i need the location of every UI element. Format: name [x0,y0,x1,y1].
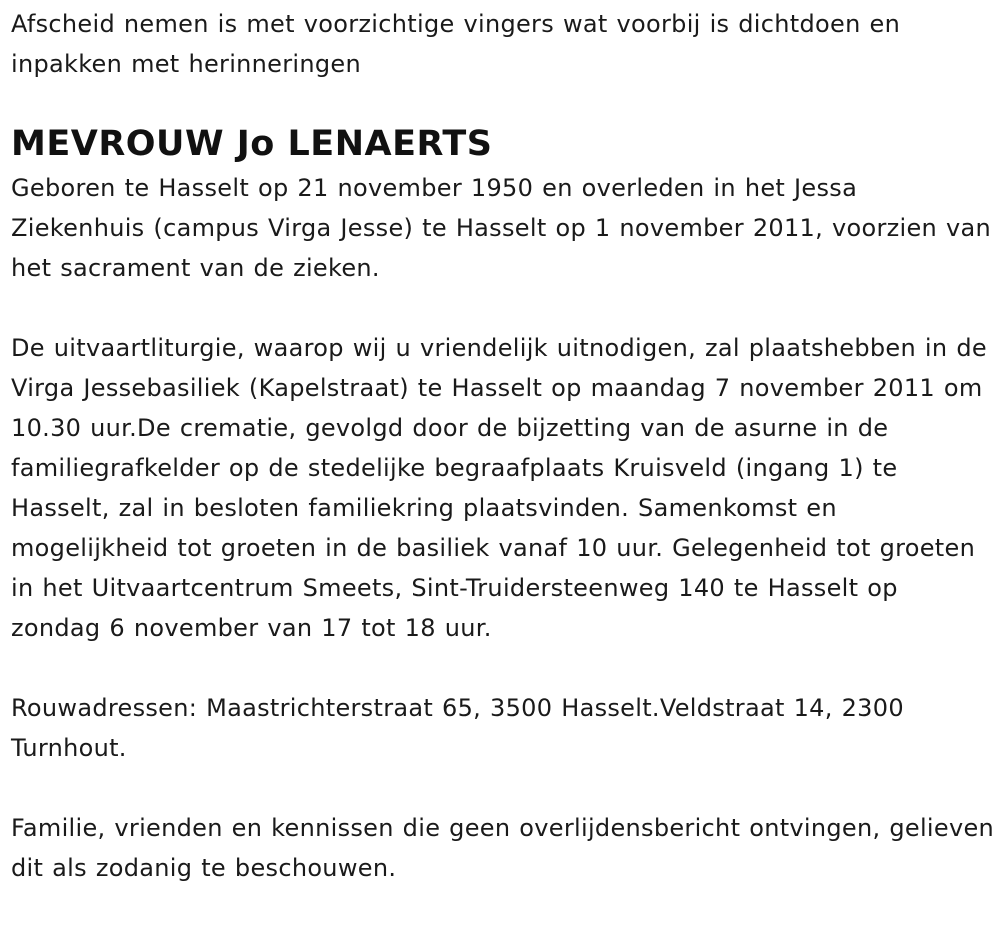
birth-death-paragraph: Geboren te Hasselt op 21 november 1950 en overleden in het Jessa Ziekenhuis (campus Virga Jesse) te Hasselt op 1 november 2011, voorzien van het sacrament van de zieken. [11,174,992,282]
addresses-paragraph: Rouwadressen: Maastrichterstraat 65, 3500 Hasselt.Veldstraat 14, 2300 Turnhout. [11,694,904,762]
closing-paragraph: Familie, vrienden en kennissen die geen overlijdensbericht ontvingen, gelieven dit als zodanig te beschouwen. [11,814,995,882]
obituary-notice [11,0,996,888]
opening-quote: Afscheid nemen is met voorzichtige vingers wat voorbij is dichtdoen en inpakken met herinneringen [11,10,901,78]
deceased-name: MEVROUW Jo LENAERTS [11,124,493,164]
funeral-paragraph: De uitvaartliturgie, waarop wij u vriendelijk uitnodigen, zal plaatshebben in de Virga Jessebasiliek (Kapelstraat) te Hasselt op maandag 7 november 2011 om 10.30 uur.De crematie, gevolgd door de bijzetting van de asurne in de familiegrafkelder op de stedelijke begraafplaats Kruisveld (ingang 1) te Hasselt, zal in besloten familiekring plaatsvinden. Samenkomst en mogelijkheid tot groeten in de basiliek vanaf 10 uur. Gelegenheid tot groeten in het Uitvaartcentrum Smeets, Sint-Truidersteenweg 140 te Hasselt op zondag 6 november van 17 tot 18 uur. [11,334,987,642]
